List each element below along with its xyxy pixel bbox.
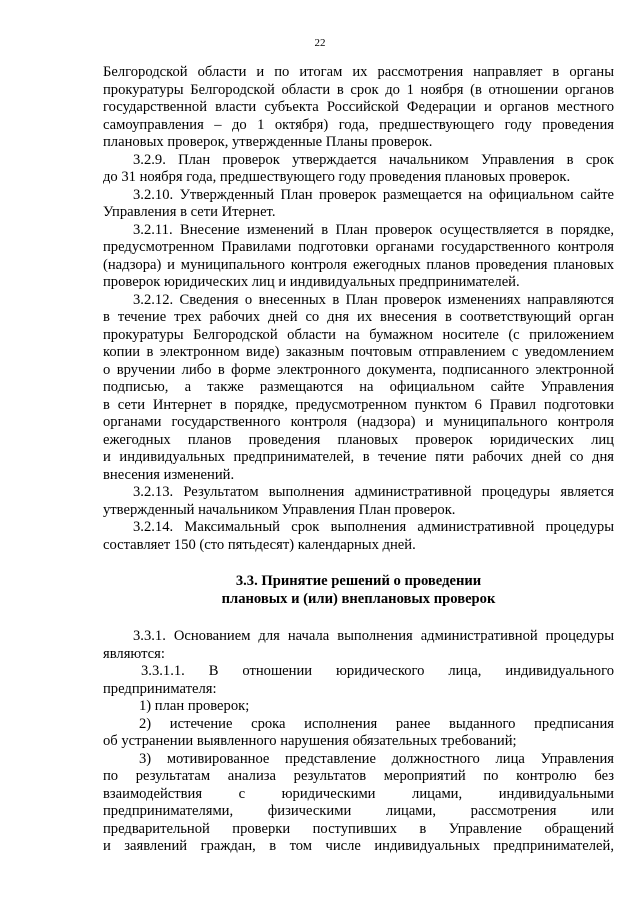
text-line: по результатам анализа результатов мероприятий по контролю без [103,768,614,784]
text-line: предпринимателями, физическими лицами, рассмотрения или [103,803,614,819]
text-line: до 31 ноября года, предшествующего году проведения плановых проверок. [103,169,571,185]
text-line: 3) мотивированное представление должностного лица Управления [139,750,614,767]
text-line: и заявлений граждан, в том числе индивидуальных предпринимателей, [103,838,614,854]
text-line: проверок юридических лиц и индивидуальных предпринимателей. [103,274,520,290]
text-line: в течение трех рабочих дней со дня их внесения в соответствующий орган [103,309,614,325]
text-line: самоуправления – до 1 октября) года, предшествующего году проведения [103,116,614,133]
document-body [103,64,614,856]
text-line: государственной власти субъекта Российской Федерации и органов местного [103,99,614,115]
heading-line: 3.3. Принятие решений о проведении [235,573,482,589]
text-line: являются: [103,645,165,662]
text-line: составляет 150 (сто пятьдесят) календарных дней. [103,536,416,553]
list-item [103,751,614,856]
text-line: подписью, а также размещаются на официальном сайте Управления [103,379,614,395]
paragraph [103,292,614,485]
text-line: предварительной проверки поступивших в Управление обращений [103,820,614,837]
paragraph [103,663,614,698]
paragraph [103,64,614,152]
text-line: предусмотренном Правилами подготовки органами государственного контроля [103,239,614,255]
text-line: прокуратуры Белгородской области на бумажном носителе (с приложением [103,326,614,343]
paragraph [103,519,614,554]
text-line: о вручении либо в форме электронного документа, подписанного электронной [103,361,614,378]
text-line: 3.2.11. Внесение изменений в План проверок осуществляется в порядке, [133,221,614,238]
text-line: Белгородской области и по итогам их рассмотрения направляет в органы [103,64,614,80]
paragraph [103,484,614,519]
text-line: 2) истечение срока исполнения ранее выданного предписания [139,715,614,732]
paragraph [103,152,614,187]
text-line: 3.2.14. Максимальный срок выполнения административной процедуры [133,519,614,535]
paragraph [103,222,614,292]
text-line: ежегодных планов проведения плановых проверок юридических лиц [103,431,614,448]
text-line: 3.2.9. План проверок утверждается начальником Управления в срок [133,151,614,168]
text-line: взаимодействия с юридическими лицами, индивидуальными [103,785,614,802]
text-line: 3.3.1.1. В отношении юридического лица, индивидуального [141,663,614,679]
text-line: копии в электронном виде) заказным почтовым отправлением с уведомлением [103,344,614,360]
text-line: внесения изменений. [103,466,235,483]
text-line: органами государственного контроля (надзора) и муниципального контроля [103,414,614,430]
heading-line: плановых и (или) внеплановых проверок [221,591,496,607]
text-line: 1) план проверок; [139,698,250,714]
page-number: 22 [314,37,326,49]
text-line: прокуратуры Белгородской области в срок до 1 ноября (в отношении органов [103,81,614,98]
list-item [103,698,614,716]
text-line: 3.2.13. Результатом выполнения административной процедуры является [133,484,614,500]
paragraph [103,628,614,663]
text-line: 3.2.12. Сведения о внесенных в План проверок изменениях направляются [133,291,614,308]
text-line: (надзора) и муниципального контроля ежегодных планов проведения плановых [103,256,614,273]
text-line: Управления в сети Итернет. [103,204,276,220]
text-line: и индивидуальных предпринимателей, в течение пяти рабочих дней со дня [103,449,614,465]
text-line: об устранении выявленного нарушения обязательных требований; [103,733,517,749]
text-line: 3.2.10. Утвержденный План проверок размещается на официальном сайте [133,186,614,203]
list-item [103,716,614,751]
text-line: утвержденный начальником Управления План проверок. [103,501,456,518]
text-line: 3.3.1. Основанием для начала выполнения административной процедуры [133,628,614,644]
section-heading [103,572,614,608]
paragraph [103,187,614,222]
text-line: предпринимателя: [103,680,217,697]
text-line: плановых проверок, утвержденные Планы проверок. [103,134,433,150]
text-line: в сети Интернет в порядке, предусмотренном пунктом 6 Правил подготовки [103,396,614,413]
